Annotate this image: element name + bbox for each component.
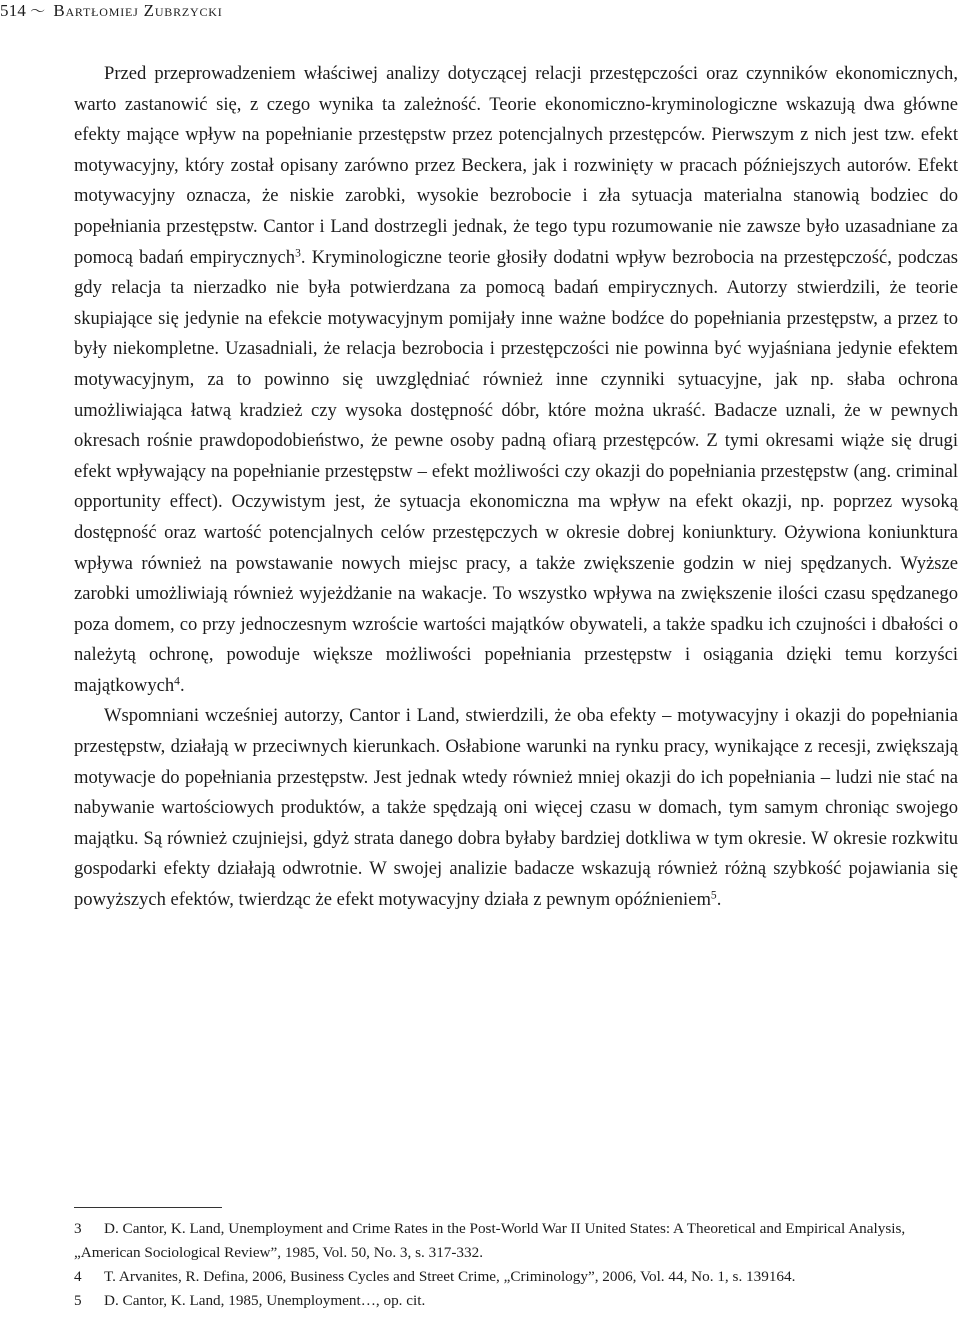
footnote-text: D. Cantor, K. Land, 1985, Unemployment…, op. cit.	[104, 1292, 426, 1309]
paragraph-text: . Kryminologiczne teorie głosiły dodatni wpływ bezrobocia na przestępczość, podczas gdy relacja ta nierzadko nie była potwierdzana za pomocą badań empirycznych. Autorzy stwierdzili, że teorie skupiające się jedynie na efekcie motywacyjnym pomijały inne ważne bodźce do popełniania przestępstw, a przez to były niekompletne. Uzasadniali, że relacja bezrobocia i przestępczości nie powinna być wyjaśniana jedynie efektem motywacyjnym, za to powinno się uwzględniać również inne czynniki sytuacyjne, jak np. słaba ochrona umożliwiająca łatwą kradzież czy wysoka dostępność dóbr, które można ukraść. Badacze uznali, że w pewnych okresach rośnie prawdopodobieństwo, że pewne osoby padną ofiarą przestępców. Z tymi okresami wiąże się drugi efekt wpływający na popełnianie przestępstw – efekt możliwości czy okazji do popełniania przestępstw (ang. criminal opportunity effect). Oczywistym jest, że sytuacja ekonomiczna ma wpływ na efekt okazji, np. poprzez wysoką dostępność oraz wartość potencjalnych celów przestępczych w okresie dobrej koniunktury. Ożywiona koniunktura wpływa również na powstawanie nowych miejsc pracy, a także zwiększenie godzin w niej spędzanych. Wyższe zarobki umożliwiają również wyjeżdżanie na wakacje. To wszystko wpływa na zwiększenie ilości czasu spędzanego poza domem, co przy jednoczesnym wzroście wartości majątków obywateli, a także spadku ich czujności i dbałości o należytą ochronę, powoduje większe możliwości popełniania przestępstw i osiągania dzięki temu korzyści majątkowych	[74, 246, 958, 696]
paragraph-text: Wspomniani wcześniej autorzy, Cantor i Land, stwierdzili, że oba efekty – motywacyjny i okazji do popełniania przestępstw, działają w przeciwnych kierunkach. Osłabione warunki na rynku pracy, wynikające z recesji, zwiększają motywacje do popełniania przestępstw. Jest jednak wtedy również mniej okazji do ich popełniania – ludzi nie stać na nabywanie wartościowych produktów, a także spędzają oni więcej czasu w domach, tym samym chroniąc swojego majątku. Są również czujniejsi, gdyż strata danego dobra byłaby bardziej dotkliwa w tym okresie. W okresie rozkwitu gospodarki efekty działają odwrotnie. W swojej analizie badacze wskazują również różną szybkość pojawiania się powyższych efektów, twierdząc że efekt motywacyjny działa z pewnym opóźnieniem	[74, 705, 958, 911]
paragraph-text: .	[716, 889, 722, 911]
footnote-reference: 5	[710, 889, 717, 902]
running-header	[0, 0, 223, 22]
paragraph	[74, 701, 958, 915]
ornament-icon: 〜	[30, 4, 46, 20]
footnotes	[74, 1217, 954, 1313]
footnote-reference: 3	[295, 247, 301, 260]
footnote	[74, 1265, 954, 1289]
footnote-number: 5	[74, 1292, 82, 1309]
page-number: 514	[0, 1, 27, 20]
footnote-text: T. Arvanites, R. Defina, 2006, Business Cycles and Street Crime, „Criminology”, 2006, Vol. 44, No. 1, s. 139164.	[104, 1268, 796, 1285]
footnote	[74, 1289, 954, 1313]
paragraph-text: .	[179, 674, 185, 696]
paragraph-text: Przed przeprowadzeniem właściwej analizy dotyczącej relacji przestępczości oraz czynników ekonomicznych, warto zastanowić się, z czego wynika ta zależność. Teorie ekonomiczno-kryminologiczne wskazują dwa główne efekty mające wpływ na popełnianie przestępstw przez potencjalnych przestępców. Pierwszym z nich jest tzw. efekt motywacyjny, który został opisany zarówno przez Beckera, jak i rozwinięty w pracach późniejszych autorów. Efekt motywacyjny oznacza, że niskie zarobki, wysokie bezrobocie i zła sytuacja materialna stanowią bodziec do popełniania przestępstw. Cantor i Land dostrzegli jednak, że tego typu rozumowanie nie zawsze było uzasadniane za pomocą badań empirycznych	[74, 63, 958, 268]
footnote	[74, 1217, 954, 1265]
footnote-text: D. Cantor, K. Land, Unemployment and Crime Rates in the Post-World War II United States: A Theoretical and Empirical Analysis, „American Sociological Review”, 1985, Vol. 50, No. 3, s. 317-332.	[74, 1220, 906, 1261]
running-head-author: Bartłomiej Zubrzycki	[53, 1, 223, 20]
footnote-reference: 4	[174, 675, 180, 688]
footnote-number: 3	[74, 1220, 82, 1237]
paragraph	[74, 59, 958, 701]
footnote-separator	[74, 1207, 222, 1208]
body-text	[74, 59, 958, 916]
footnote-number: 4	[74, 1268, 82, 1285]
